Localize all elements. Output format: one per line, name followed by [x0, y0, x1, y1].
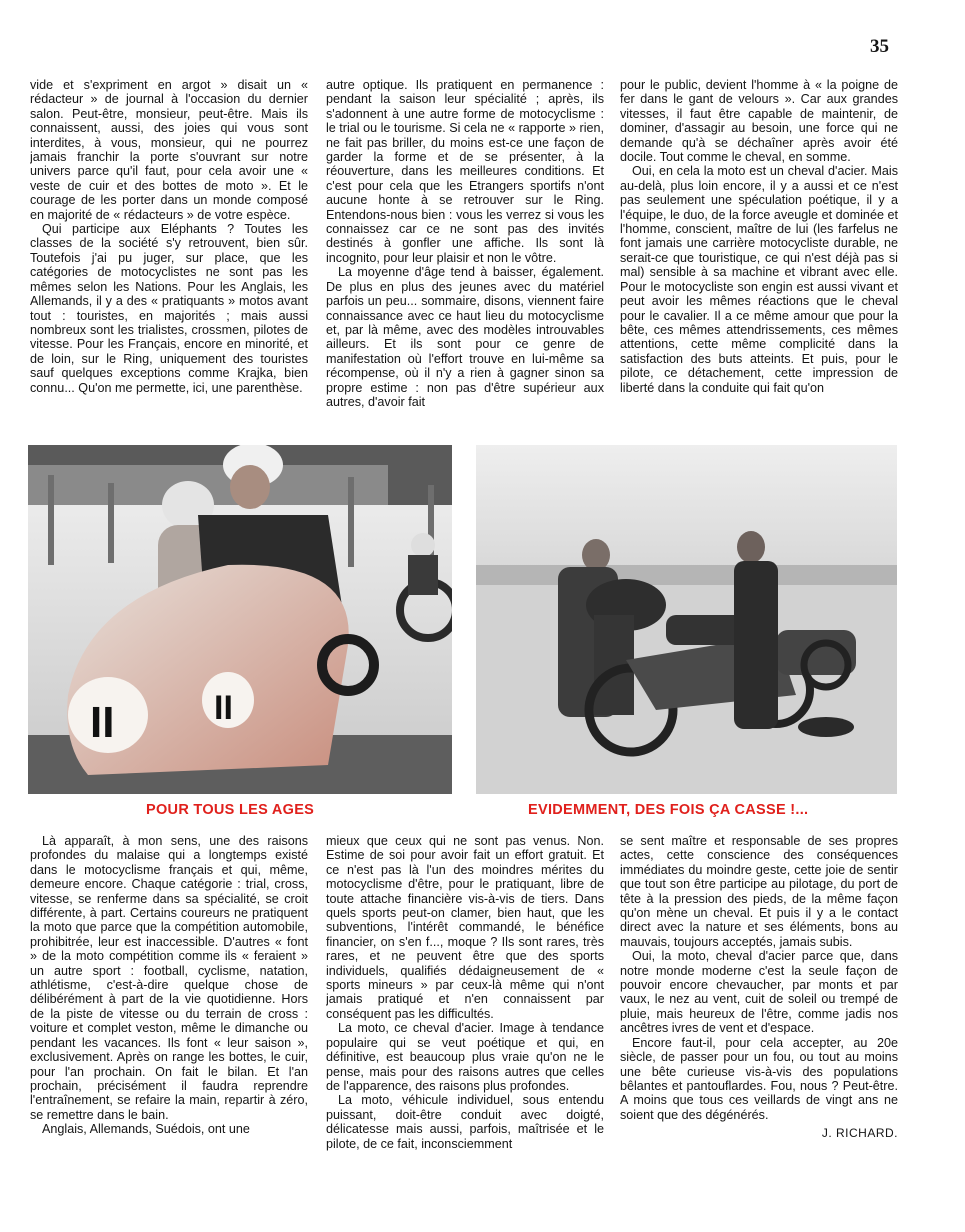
race-number-side: II: [214, 689, 233, 727]
paragraph: vide et s'expriment en argot » disait un « rédacteur » de journal à l'occasion du dernier salon. Peut-être, monsieur, peut-être. Mais ils connaissent, aussi, des joies qui vous sont interdites, à vous, monsieur, qui ne pourrez jamais franchir la porte s'ouvrant sur notre univers parce qu'il faut, pour cela avoir une « veste de cuir et des bottes de moto ». Et le courage de les porter dans un monde composé en majorité de « rédacteurs » de votre espèce.: [30, 78, 308, 222]
paragraph: La moto, ce cheval d'acier. Image à tendance populaire qui se veut poétique et qui, en définitive, est beaucoup plus vraie qu'on ne le pense, mais pour des raisons autres que celles de l'apparence, des raisons plus profondes.: [326, 1021, 604, 1093]
author-signature: J. RICHARD.: [821, 1126, 898, 1141]
paragraph: pour le public, devient l'homme à « la poigne de fer dans le gant de velours ». Car aux grandes vitesses, il faut être capable de maintenir, de dominer, d'assagir au besoin, une force qui ne demande qu'à se déchaîner après avoir été docile. Tout comme le cheval, en somme.: [620, 78, 898, 165]
photo-caption-right: EVIDEMMENT, DES FOIS ÇA CASSE !...: [528, 802, 809, 818]
paragraph: La moto, véhicule individuel, sous entendu puissant, doit-être conduit avec doigté, délicatesse mais aussi, parfois, maîtrisée et le pilote, de ce fait, inconsciemment: [326, 1093, 604, 1151]
race-number-front: II: [90, 698, 115, 747]
article-column-2-top: [326, 78, 604, 438]
paragraph: Là apparaît, à mon sens, une des raisons profondes du malaise qui a longtemps existé dans le motocyclisme français et qui, même, demeure encore. Chaque catégorie : trial, cross, vitesse, se renferme dans sa spécialité, se croit différente, à part. Certains coureurs ne pratiquent la moto que parce que la compétition automobile, prohibitrée, leur est inaccessible. D'autres « font » de la moto compétition comme ils « feraient » un autre sport : football, cyclisme, natation, athlétisme, c'est-à-dire quelque chose de délibérément à part de la vie quotidienne. Hors de la piste de vitesse ou du terrain de cross : voiture et complet veston, même le dimanche ou pendant les vacances. Ils font « leur saison », exclusivement. Après on range les bottes, le cuir, pour l'an prochain. On fait le bilan. Et l'an prochain, précisément il faudra reprendre l'entraînement, se refaire la main, repartir à zéro, se remettre dans le bain.: [30, 834, 308, 1122]
paragraph: mieux que ceux qui ne sont pas venus. Non. Estime de soi pour avoir fait un effort gratuit. Et ce n'est pas là l'un des moindres mérites du motocyclisme d'être, pour le pratiquant, libre de toute attache financière vis-à-vis de tiers. Dans quels sports peut-on clamer, bien haut, que les subventions, l'intérêt commandé, le bénéfice financier, on s'en f..., moque ? Ils sont rares, très rares, et ne peuvent être que des sports individuels, qualifiés dédaigneusement de « sports mineurs » par ceux-là même qui n'ont jamais pratiqué et n'en connaissent par conséquent pas les difficultés.: [326, 834, 604, 1021]
paragraph: autre optique. Ils pratiquent en permanence : pendant la saison leur spécialité ; après, ils s'adonnent à une autre forme de motocyclisme : le trial ou le tourisme. Si cela ne « rapporte » rien, ne fait pas briller, du moins est-ce une façon de garder la forme et de se présenter, à la réouverture, dans les meilleures conditions. Et c'est pour cela que les Etrangers sportifs n'ont aucune honte à se retrouver sur le Ring. Entendons-nous bien : vous les verrez si vous les connaissez car ce ne sont pas des invités destinés à gonfler une affiche. Ils sont là incognito, pour leur plaisir et non le vôtre.: [326, 78, 604, 265]
paragraph: Encore faut-il, pour cela accepter, au 20e siècle, de passer pour un fou, ou tout au moins une bête curieuse vis-à-vis des populations bêlantes et pantouflardes. Fou, nous ? Peut-être. A moins que tous ces veillards de vingt ans ne soient que des dégénérés.: [620, 1035, 898, 1122]
paragraph: se sent maître et responsable de ses propres actes, cette conscience des conséquences immédiates du moindre geste, cette joie de sentir que tout son être participe au pilotage, du port de tête à la pression des pieds, de la même façon qu'on mène un cheval. Et puis il y a le contact direct avec la nature et ses éléments, bons au mauvais, toujours acceptés, jamais subis.: [620, 834, 898, 949]
photo-sidecar-children-image: [28, 445, 452, 794]
photo-motorcycle-repair: [476, 445, 897, 794]
article-column-1-top: [30, 78, 308, 438]
photo-caption-left: POUR TOUS LES AGES: [146, 802, 315, 818]
paragraph: Anglais, Allemands, Suédois, ont une: [42, 1122, 250, 1137]
photo-sidecar-children: [28, 445, 452, 794]
paragraph: Oui, la moto, cheval d'acier parce que, dans notre monde moderne c'est la seule façon de pouvoir encore chevaucher, par monts et par vaux, le nez au vent, cuit de soleil ou trempé de pluie, mais heureux de l'être, comme jadis nos ancêtres ivres de vent et d'espace.: [620, 949, 898, 1036]
article-column-2-bottom: [326, 834, 604, 1186]
article-column-1-bottom: [30, 834, 308, 1186]
page-number: 35: [870, 36, 889, 57]
paragraph: Qui participe aux Eléphants ? Toutes les classes de la société s'y retrouvent, bien sûr. Toutefois j'ai pu juger, sur place, que les catégories de motocyclistes ne sont pas les mêmes selon les Nations. Pour les Anglais, les Allemands, il y a des « pratiquants » motos avant tout : touristes, en majorités ; mais aussi nombreux sont les trialistes, crossmen, pilotes de vitesse. Pour les Français, encore en minorité, et de loin, sur le Ring, uniquement des touristes sauf quelques exceptions comme Krajka, bien connu... Qu'on me permette, ici, une parenthèse.: [30, 222, 308, 395]
photo-motorcycle-repair-image: [476, 445, 897, 794]
article-column-3-top: [620, 78, 898, 438]
paragraph: Oui, en cela la moto est un cheval d'acier. Mais au-delà, plus loin encore, il y a aussi et ce n'est pas seulement une spéculation poétique, il y a l'équipe, le duo, de la force aveugle et dominée et l'homme, conscient, maître de lui (les farfelus ne font jamais une carrière motocycliste durable, ne serait-ce que touristique, ce qui n'est déjà pas si mal) sensible à sa machine et vibrant avec elle. Pour le motocycliste son engin est aussi vivant et peut avoir les mêmes réactions que le cheval pour le cavalier. Il a ce même amour que pour la bête, ces mêmes attendrissements, ces mêmes attentions, cette même complicité dans la satisfaction des buts atteints. Et puis, pour le pilote, ce détachement, cette impression de liberté dans la conduite qui fait qu'on: [620, 164, 898, 395]
paragraph: La moyenne d'âge tend à baisser, également. De plus en plus des jeunes avec du matériel parfois un peu... sommaire, disons, viennent faire connaissance avec ce haut lieu du motocyclisme et, par là même, avec des modèles introuvables ailleurs. Et ils sont pour ce genre de manifestation où l'effort trouve en lui-même sa récompense, où il n'y a rien à gagner sinon sa propre estime : non pas d'être supérieur aux autres, d'avoir fait: [326, 265, 604, 409]
article-column-3-bottom: [620, 834, 898, 1186]
